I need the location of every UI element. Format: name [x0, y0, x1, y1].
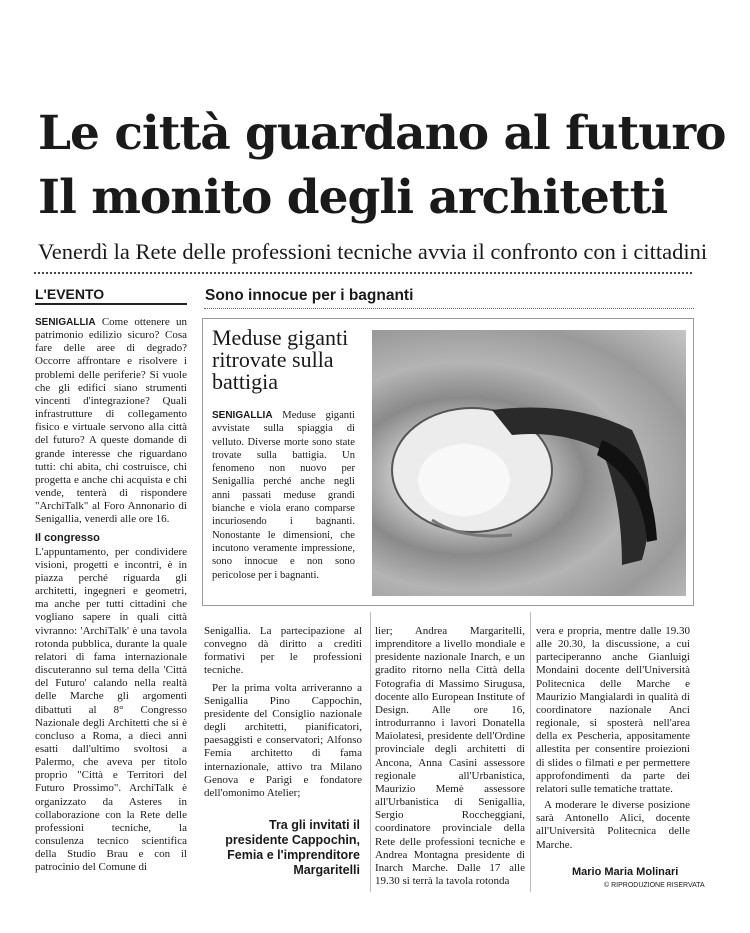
column-3-text: vera e propria, mentre dalle 19.30 alle 20.30, la discussione, a cui parteciperanno anche Gianluigi Mondaini docente dell'Università Politecnica delle Marche e Maurizio Mangialardi in qualità di coordinatore nazionale Anci regionale, si sposterà nell'area della ex Pescheria, appositamente allestita per consentire proiezioni di slides o filmati e per permettere approfondimenti da parte dei relatori sulle tematiche trattate. [536, 625, 690, 795]
column-2-text: lier; Andrea Margaritelli, imprenditore a livello mondiale e presidente nazionale Inarch, e un gradito ritorno nella Città della Fotografia di Massimo Sirugusa, docente allo European Institute of Design. Alle ore 16, introdurranno i lavori Donatella Maiolatesi, presidente dell'Ordine provinciale degli architetti di Ancona, Anna Casini assessore regionale all'Urbanistica, Maurizio Memè assessore all'Urbanistica di Senigallia, Sergio Roccheggiani, coordinatore provinciale della Rete delle professioni tecniche e Andrea Montagna presidente di Inarch Marche. Dalle 17 alle 19.30 si terrà la tavola rotonda [375, 625, 525, 887]
section-rule [204, 308, 694, 309]
column-1b-text: Per la prima volta arriveranno a Senigallia Pino Cappochin, presidente del Consiglio nazionale degli architetti, pianificatori, paesaggisti e conservatori; Alfonso Femia architetto di fama internazionale, attivo tra Milano Genova e Parigi e fondatore dell'omonimo Atelier; [204, 681, 362, 799]
left-article-body [35, 316, 187, 875]
box-title: Meduse giganti ritrovate sulla battigia [212, 325, 349, 394]
copyright: © RIPRODUZIONE RISERVATA [604, 882, 705, 889]
left-paragraph-2: L'appuntamento, per condividere visioni, progetti e incontri, è in piazza perché riguarda gli architetti, ingegneri e geometri, ma anche per tutti cittadini che vogliano sapere in quali città vivranno: 'ArchiTalk' è una tavola rotonda pubblica, durante la quale relatori di fama internazionale discuteranno sul tema della 'Città del Futuro' calando nella realtà delle Marche gli argomenti dibattuti al 8° Congresso Nazionale degli Architetti che si è concluso a Roma, a dieci anni esatti dall'ultimo svoltosi a Palermo, che aveva per titolo proprio "Città e Territori del Futuro Prossimo". ArchiTalk è organizzato da Asteres in collaborazione con la Rete delle professioni tecniche, la consulenza tecnico scientifica della Studio Brau e con il patrocinio del Comune di [35, 545, 187, 874]
box-dateline: SENIGALLIA [212, 410, 273, 421]
section-head: Sono innocue per i bagnanti [205, 287, 414, 304]
headline-line-2: Il monito degli architetti [38, 170, 668, 225]
author: Mario Maria Molinari [572, 866, 679, 878]
column-rule-1 [370, 612, 371, 892]
dateline: SENIGALLIA [35, 317, 96, 328]
box-body [212, 409, 355, 582]
column-1 [204, 625, 362, 800]
column-3 [536, 625, 690, 852]
column-rule-2 [530, 612, 531, 892]
divider [34, 272, 692, 274]
column-2 [375, 625, 525, 888]
kicker-evento: L'EVENTO [35, 286, 187, 305]
box-text: Meduse giganti avvistate sulla spiaggia di velluto. Diverse morte sono state trovate sulla battigia. Un fenomeno non nuovo per Senigallia perché anche negli anni passati meduse grandi bianche e viola erano comparse incuriosendo i bagnanti. Nonostante le dimensioni, che incutono veramente impressione, sono innocue e non sono pericolose per i bagnanti. [212, 410, 355, 581]
column-3b-text: A moderare le diverse posizione sarà Antonello Alici, docente all'Università Politecnica delle Marche. [536, 799, 690, 851]
subtitle: Venerdì la Rete delle professioni tecniche avvia il confronto con i cittadini [38, 239, 708, 264]
jellyfish-illustration [372, 330, 686, 596]
jellyfish-photo [372, 330, 686, 596]
pull-quote: Tra gli invitati il presidente Cappochin, Femia e l'imprenditore Margaritelli [225, 818, 360, 877]
headline-line-1: Le città guardano al futuro [38, 106, 726, 161]
subhead-congresso: Il congresso [35, 531, 100, 544]
column-1-text: Senigallia. La partecipazione al convegno dà diritto a crediti formativi per le professioni tecniche. [204, 625, 362, 677]
left-paragraph-1: Come ottenere un patrimonio edilizio sicuro? Cosa fare delle aree di degrado? Occorre affrontare e risolvere i problemi delle periferie? Si vuole che gli edifici siano strumenti vincenti d'integrazione? Quali infrastrutture di collegamento fisico e virtuale servono alla città del futuro? A queste domande di grande interesse che riguardano tutti: chi abita, chi costruisce, chi progetta e anche chi acquista e chi vende, tenterà di rispondere "ArchiTalk" al Foro Annonario di Senigallia, venerdì alle ore 16. [35, 316, 187, 526]
